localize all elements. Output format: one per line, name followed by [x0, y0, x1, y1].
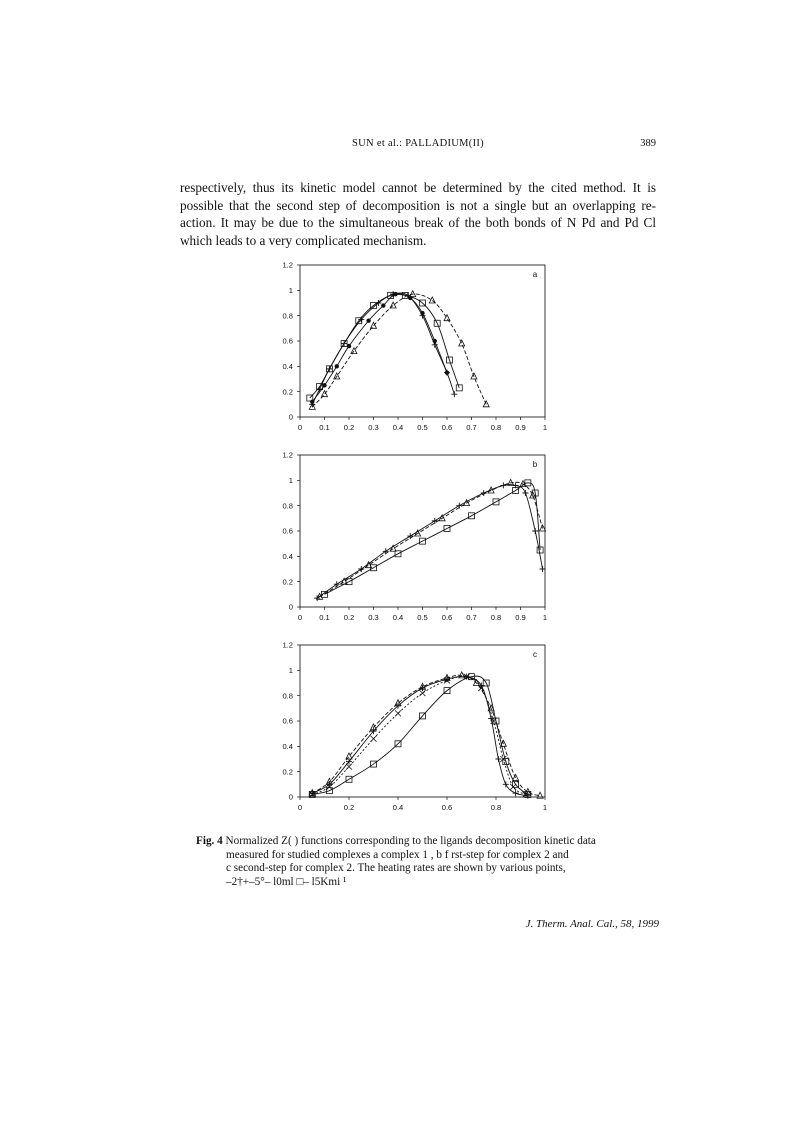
data-point	[371, 736, 377, 742]
x-tick-label: 0	[297, 613, 303, 622]
data-point	[381, 303, 385, 307]
body-paragraph: respectively, thus its kinetic model cannot be determined by the cited method. It is possible that the second step of decomposition is not a single but an overlapping re-action. It may be due to the simultaneous break of the both bonds of N Pd and Pd Cl which leads to a very complicated mechanism.	[180, 180, 656, 248]
x-tick-label: 0.3	[368, 613, 379, 622]
y-tick-label: 1.2	[282, 260, 293, 270]
x-tick-label: 0.2	[343, 423, 355, 432]
series-2	[307, 292, 462, 401]
y-tick-label: 0.4	[282, 361, 293, 371]
y-tick-label: 0.8	[282, 311, 293, 321]
series-line	[325, 483, 541, 594]
data-point	[432, 518, 438, 524]
x-tick-label: 0.1	[319, 613, 330, 622]
data-point	[445, 370, 449, 374]
data-point	[451, 391, 457, 397]
y-tick-label: 0.8	[282, 691, 293, 701]
x-tick-label: 1	[542, 803, 548, 812]
y-tick-label: 0.2	[282, 577, 293, 587]
x-tick-label: 0.1	[319, 423, 330, 432]
x-tick-label: 0.5	[417, 613, 428, 622]
plot-frame	[300, 265, 545, 417]
x-tick-label: 0.9	[515, 423, 526, 432]
data-point	[393, 292, 397, 296]
data-point	[420, 311, 424, 315]
x-tick-label: 0	[297, 803, 303, 812]
x-tick-label: 0	[297, 423, 303, 432]
y-tick-label: 0	[288, 412, 293, 422]
series-3	[309, 291, 489, 410]
y-tick-label: 0.2	[282, 387, 293, 397]
data-point	[310, 400, 314, 404]
series-1	[314, 482, 545, 601]
caption-label: Fig. 4	[196, 835, 223, 847]
data-point	[522, 490, 528, 496]
y-tick-label: 0.6	[282, 336, 293, 346]
x-tick-label: 0.4	[392, 803, 404, 812]
journal-footer: J. Therm. Anal. Cal., 58, 1999	[525, 918, 659, 930]
data-point	[366, 319, 370, 323]
series-4	[309, 674, 528, 798]
x-tick-label: 1	[542, 423, 548, 432]
running-title: SUN et al.: PALLADIUM(II)	[352, 138, 484, 149]
x-tick-label: 0.6	[441, 803, 453, 812]
x-tick-label: 0.8	[490, 803, 502, 812]
x-tick-label: 0.9	[515, 613, 526, 622]
data-point	[500, 482, 506, 488]
data-point	[532, 528, 538, 534]
y-tick-label: 0.8	[282, 501, 293, 511]
panel-letter: c	[533, 650, 537, 659]
data-point	[503, 781, 509, 787]
x-tick-label: 0.2	[343, 613, 355, 622]
chart-panel-b	[270, 450, 570, 633]
series-3	[309, 672, 543, 798]
caption-line-3: c second-step for complex 2. The heating rates are shown by various points,	[226, 862, 566, 875]
series-1	[309, 291, 457, 407]
y-tick-label: 0.4	[282, 551, 293, 561]
y-tick-label: 0.6	[282, 716, 293, 726]
data-point	[495, 756, 501, 762]
data-point	[510, 784, 516, 790]
data-point	[335, 364, 339, 368]
y-tick-label: 1	[288, 665, 293, 675]
y-tick-label: 1	[288, 475, 293, 485]
figure-4	[270, 255, 570, 835]
caption-line-4: –2†+–5°– l0ml □– l5Kmi ¹	[226, 875, 347, 888]
series-line	[312, 294, 447, 402]
panel-letter: a	[532, 270, 538, 279]
x-tick-label: 0.2	[343, 803, 355, 812]
series-line	[312, 676, 525, 794]
data-point	[433, 339, 437, 343]
figure-caption	[196, 835, 666, 889]
x-tick-label: 0.6	[441, 423, 453, 432]
caption-line-2: measured for studied complexes a complex 1 , b f rst-step for complex 2 and	[226, 848, 569, 861]
series-2	[322, 480, 544, 597]
series-line	[312, 675, 540, 796]
x-tick-label: 0.5	[417, 423, 428, 432]
series-line	[312, 676, 528, 795]
x-tick-label: 0.8	[490, 423, 502, 432]
chart-panel-c	[270, 640, 570, 823]
page-header	[180, 138, 656, 154]
y-tick-label: 1.2	[282, 640, 293, 650]
series-line	[312, 294, 486, 407]
caption-line-1: Normalized Z( ) functions corresponding to the ligands decomposition kinetic data	[225, 835, 596, 847]
y-tick-label: 0.4	[282, 741, 293, 751]
data-point	[407, 533, 413, 539]
series-line	[312, 676, 528, 794]
y-tick-label: 0.6	[282, 526, 293, 536]
x-tick-label: 0.7	[466, 423, 477, 432]
data-point	[395, 710, 401, 716]
x-tick-label: 0.4	[392, 423, 404, 432]
y-tick-label: 0	[288, 792, 293, 802]
x-tick-label: 0.7	[466, 613, 477, 622]
chart-panel-a	[270, 260, 570, 443]
x-tick-label: 1	[542, 613, 548, 622]
x-tick-label: 0.6	[441, 613, 453, 622]
x-tick-label: 0.4	[392, 613, 404, 622]
y-tick-label: 0.2	[282, 767, 293, 777]
data-point	[322, 383, 326, 387]
y-tick-label: 0	[288, 602, 293, 612]
data-point	[408, 296, 412, 300]
x-tick-label: 0.8	[490, 613, 502, 622]
data-point	[347, 344, 351, 348]
y-tick-label: 1.2	[282, 450, 293, 460]
y-tick-label: 1	[288, 285, 293, 295]
panel-letter: b	[532, 460, 538, 469]
series-line	[312, 293, 454, 404]
series-3	[317, 479, 546, 599]
x-tick-label: 0.3	[368, 423, 379, 432]
page-number: 389	[640, 138, 656, 149]
